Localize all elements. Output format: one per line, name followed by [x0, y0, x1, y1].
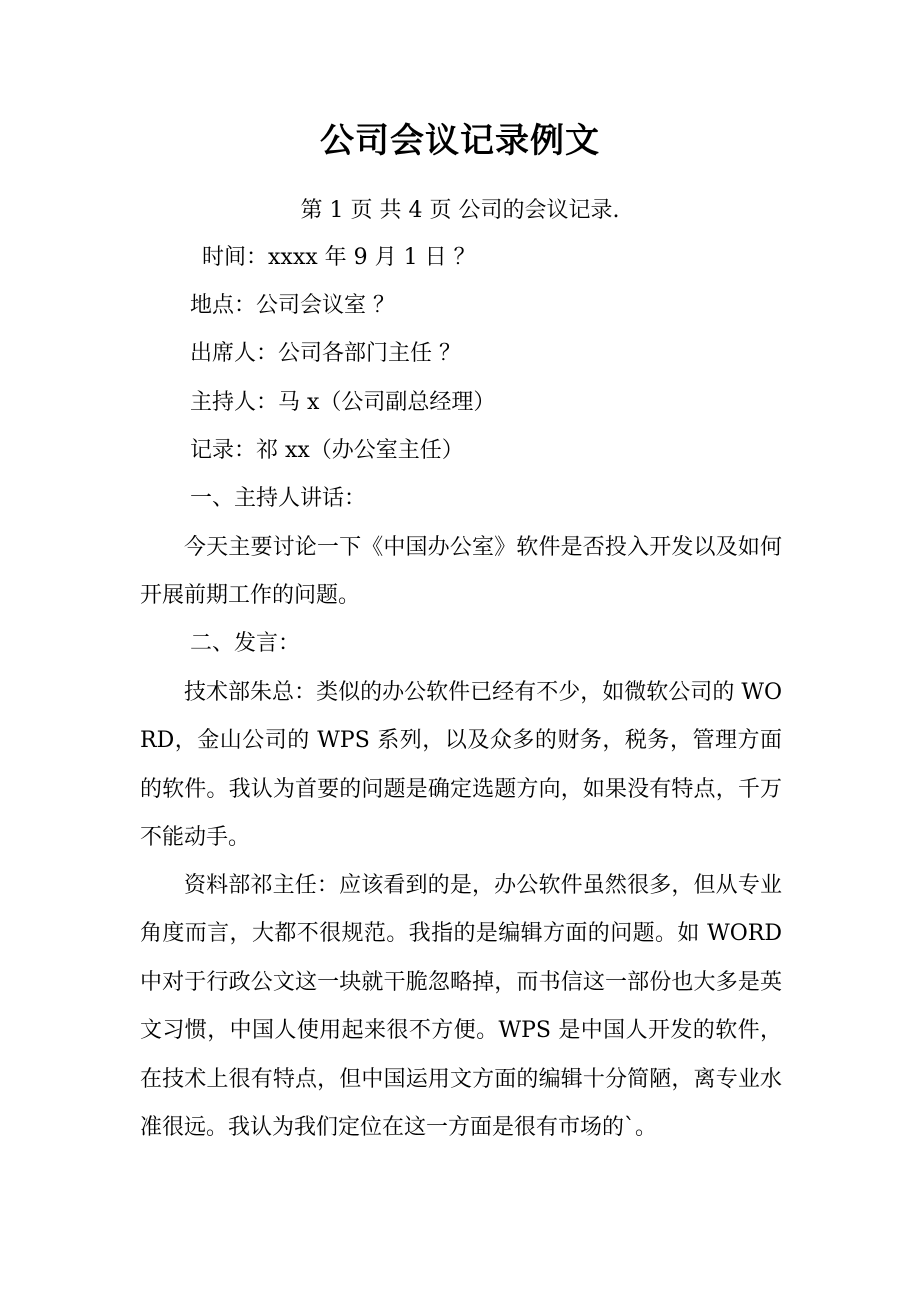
- section-1-heading: 一、主持人讲话：: [190, 486, 367, 511]
- page-info: 第 1 页 共 4 页 公司的会议记录.: [300, 198, 620, 223]
- section-2-heading: 二、发言：: [190, 631, 301, 656]
- meeting-time: 时间：xxxx 年 9 月 1 日 ？: [202, 245, 476, 270]
- speech-materials-dept: 资料部祁主任：应该看到的是，办公软件虽然很多，但从专业角度而言，大都不很规范。我指的是编辑方面的问题。如 WORD 中对于行政公文这一块就干脆忽略掉，而书信这一部份也大多是英文习惯，中国人使用起来很不方便。WPS 是中国人开发的软件，在技术上很有特点，但中国运用文方面的编辑十分简陋，离专业水准很远。我认为我们定位在这一方面是很有市场的`。: [140, 873, 782, 1141]
- speech-technical-dept: 技术部朱总：类似的办公软件已经有不少，如微软公司的 WORD，金山公司的 WPS 系列，以及众多的财务，税务，管理方面的软件。我认为首要的问题是确定选题方向，如果没有特点，千万不能动手。: [140, 680, 782, 851]
- meeting-host: 主持人：马 x（公司副总经理）: [190, 390, 496, 415]
- section-1-body: 今天主要讨论一下《中国办公室》软件是否投入开发以及如何开展前期工作的问题。: [140, 535, 782, 609]
- meeting-attendees: 出席人：公司各部门主任 ？: [190, 341, 461, 366]
- document-title: 公司会议记录例文: [320, 121, 600, 161]
- meeting-recorder: 记录：祁 xx（办公室主任）: [190, 438, 464, 463]
- meeting-place: 地点：公司会议室 ？: [190, 293, 395, 318]
